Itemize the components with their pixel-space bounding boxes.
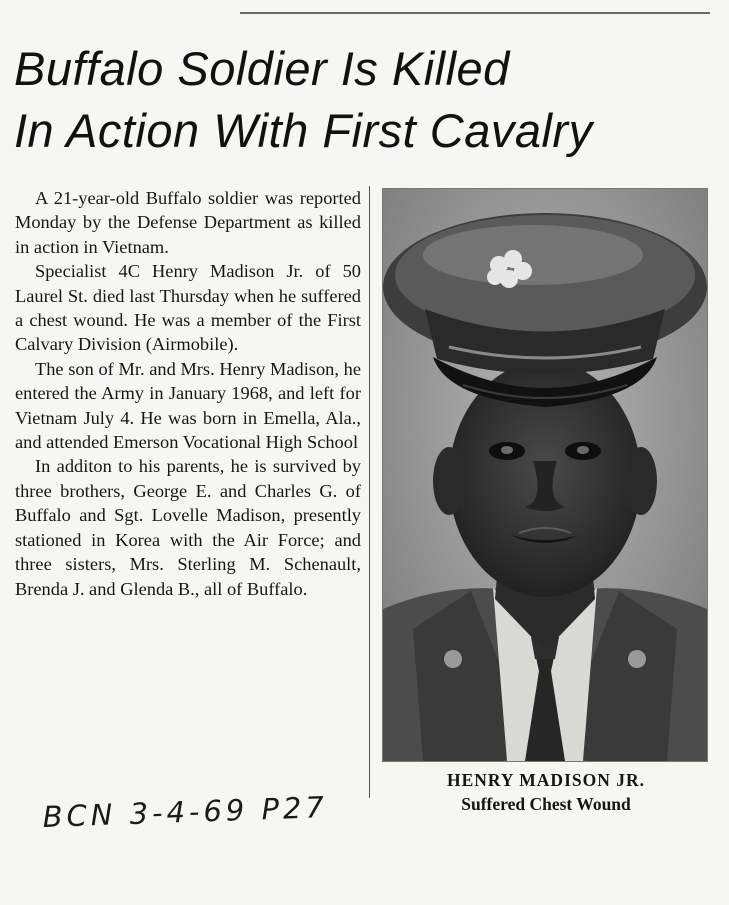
handwritten-note: BCN 3-4-69 P27 — [42, 790, 329, 834]
photo-caption — [386, 768, 706, 816]
caption-subtitle: Suffered Chest Wound — [461, 794, 631, 814]
article-paragraph-4: In additon to his parents, he is survived by three brothers, George E. and Charles G. of Buffalo and Sgt. Lovelle Madison, presently stationed in Korea with the Air Force; and three sisters, Mrs. Sterling M. Schenault, Brenda J. and Glenda B., all of Buffalo. — [15, 456, 361, 599]
caption-name: HENRY MADISON JR. — [446, 770, 646, 790]
article-body — [15, 186, 361, 601]
article-paragraph-2: Specialist 4C Henry Madison Jr. of 50 Laurel St. died last Thursday when he suffered a chest wound. He was a member of the First Calvary Division (Airmobile). — [15, 261, 361, 355]
article-paragraph-1: A 21-year-old Buffalo soldier was reported Monday by the Defense Department as killed in action in Vietnam. — [15, 188, 361, 257]
top-rule — [240, 12, 710, 14]
soldier-portrait — [382, 188, 708, 762]
article-paragraph-3: The son of Mr. and Mrs. Henry Madison, he entered the Army in January 1968, and left for Vietnam July 4. He was born in Emella, Ala., and attended Emerson Vocational High School — [15, 358, 361, 453]
headline-line-1: Buffalo Soldier Is Killed — [14, 42, 510, 95]
portrait-illustration — [383, 189, 707, 761]
headline-line-2: In Action With First Cavalry — [14, 104, 593, 157]
headline — [14, 38, 719, 162]
column-rule — [369, 186, 370, 798]
